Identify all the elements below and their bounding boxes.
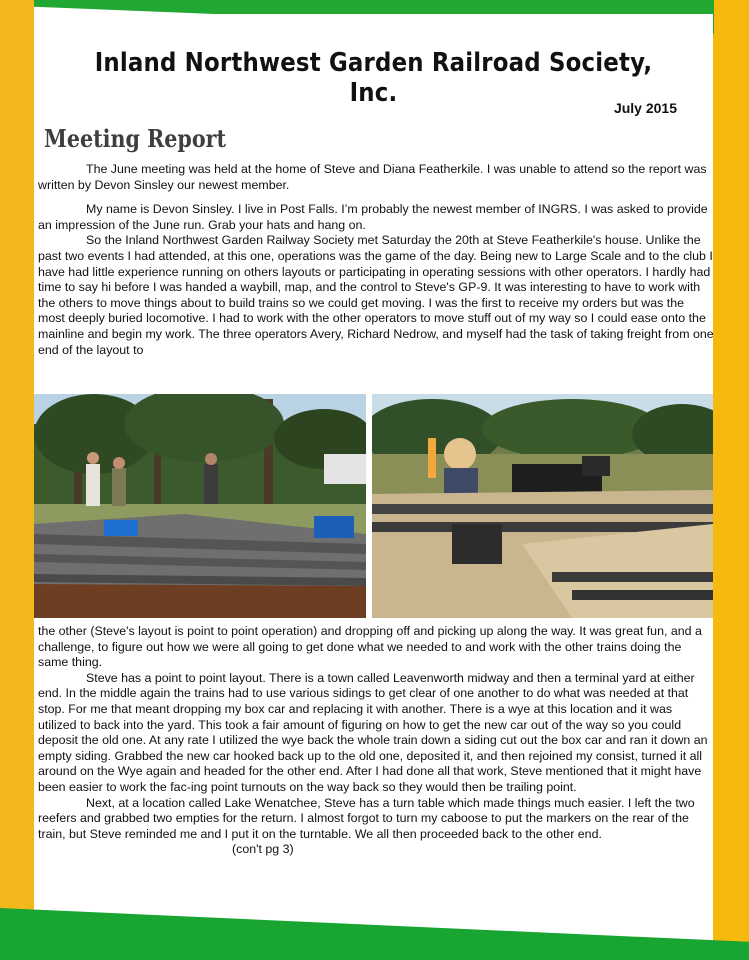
section-heading: Meeting Report — [44, 124, 227, 153]
layout-photo-operators — [34, 394, 366, 618]
photo-operators-graphic — [34, 394, 366, 618]
newsletter-page — [34, 14, 713, 914]
paragraph-2: My name is Devon Sinsley. I live in Post Falls. I’m probably the newest member of INGRS. I was asked to provide an impression of the June run. Grab your hats and hang on. — [38, 202, 708, 232]
paragraph-6-text: Next, at a location called Lake Wenatchee, Steve has a turn table which made things much easier. I left the two reefers and grabbed two empties for the return. I almost forgot to turn my caboose to put the markers on the rear of the train, but Steve reminded me and I put it on the turntable. We all then proceeded back to the other end. — [38, 795, 695, 841]
left-yellow-border — [0, 0, 34, 960]
paragraph-5: Steve has a point to point layout. There is a town called Leavenworth midway and then a terminal yard at either end. In the middle again the trains had to use various sidings to get clear of one another to do what was needed at that stop. For me that meant dropping my box car and replacing it with another. There is a wye at this location and it was utilized to back into the yard. This took a fair amount of figuring on how to get the new car out of the way so you could deposit the old one. At any rate I utilized the wye back the whole train down a siding cut out the box car and ran it down an empty siding. Grabbed the new car hooked back up to the old one, deposited it, and then rejoined my consist, turned it all around on the Wye again and headed for the other end. After I had done all that work, Steve mentioned that it might have been easier to work the fac-ing point turnouts on the way back so they would then be trailing point. — [38, 670, 708, 794]
paragraph-6 — [38, 796, 714, 858]
continued-note: (con't pg 3) — [232, 842, 294, 857]
issue-date: July 2015 — [613, 100, 677, 116]
layout-photo-locomotive — [372, 394, 713, 618]
article-text-top — [38, 162, 714, 358]
paragraph-1: The June meeting was held at the home of Steve and Diana Featherkile. I was unable to attend so the report was written by Devon Sinsley our newest member. — [38, 162, 707, 192]
article-text-bottom — [38, 624, 714, 858]
org-title: Inland Northwest Garden Railroad Society, Inc. — [94, 48, 653, 108]
photo-locomotive-graphic — [372, 394, 713, 618]
bottom-green-stripe — [0, 908, 749, 960]
right-yellow-border — [713, 0, 749, 960]
paragraph-4: the other (Steve's layout is point to point operation) and dropping off and picking up along the way. It was great fun, and a challenge, to figure out how we were all going to get done what we needed to and work with the other trains doing the same thing. — [38, 624, 702, 670]
paragraph-3: So the Inland Northwest Garden Railway Society met Saturday the 20th at Steve Featherkile's house. Unlike the past two events I had attended, at this one, operations was the game of the day. Being new to Large Scale and to the club I have had little experience running on others layouts or participating in operating sessions with other operators. I hardly had time to say hi before I was handed a waybill, map, and the control to Steve's GP-9. It was interesting to have to work with the others to move things about to build trains so we could get moving. I was the first to receive my orders but was the most deeply buried locomotive. I had to work with the other operators to move stuff out of my way so I could ease onto the mainline and begin my work. The three operators Avery, Richard Nedrow, and myself had the task of taking freight from one end of the layout to — [38, 233, 714, 357]
